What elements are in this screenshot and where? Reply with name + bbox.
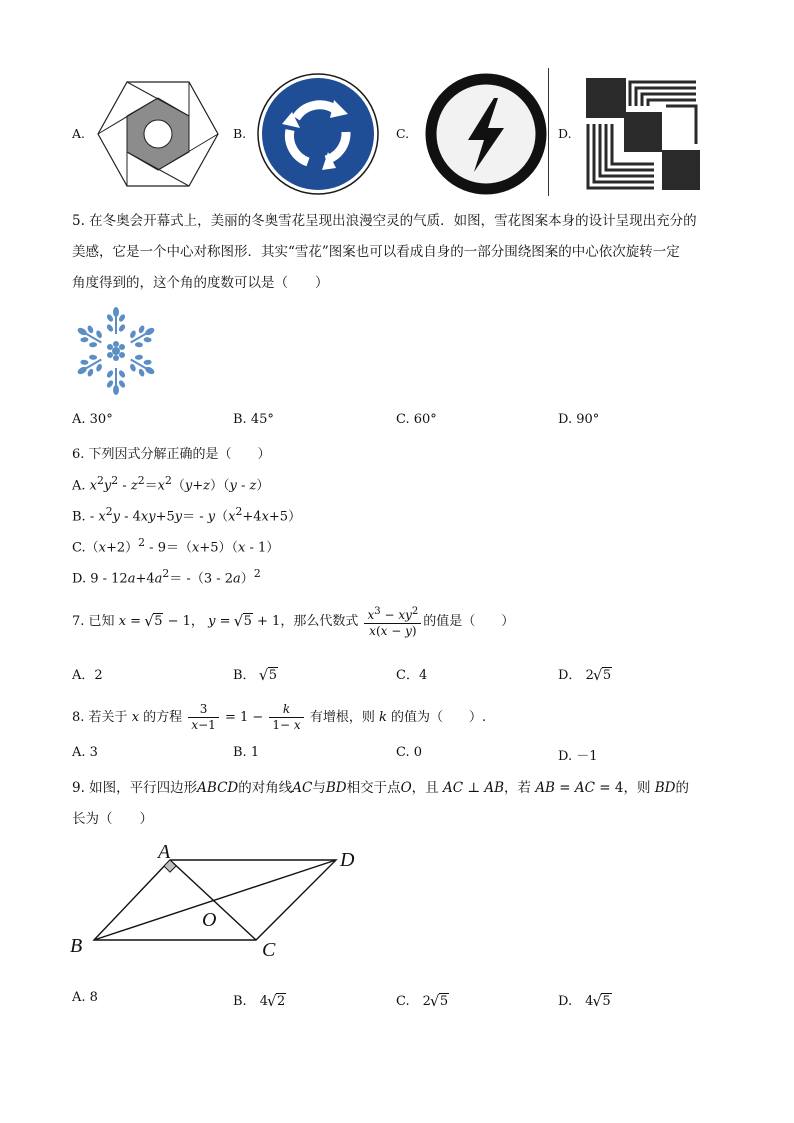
- q8-option-a: A. 3: [72, 745, 98, 760]
- q9-label-b: B: [70, 935, 83, 957]
- q4-option-b-label: B.: [233, 126, 247, 141]
- q7-option-b: B． √ 5: [233, 664, 278, 683]
- q7-option-c: C．4: [396, 668, 428, 683]
- q9-label-o: O: [202, 909, 217, 931]
- q4-figure-b-roundabout-sign: [256, 72, 380, 196]
- q9-option-b: B. 4√ 2: [233, 990, 286, 1009]
- q5-stem-line-1: 5. 在冬奥会开幕式上，美丽的冬奥雪花呈现出浪漫空灵的气质．如图，雪花图案本身的设计呈现出充分的: [72, 213, 697, 229]
- q4-option-a-label: A.: [72, 126, 86, 141]
- q4-option-c-label: C.: [396, 126, 410, 141]
- q9-option-a: A. 8: [72, 990, 98, 1005]
- q9-label-a: A: [158, 841, 171, 863]
- q9-label-c: C: [262, 939, 276, 961]
- q7-option-a: A．2: [72, 668, 103, 683]
- q6-option-a: A. $x^2y^2 - z^2=x^2(y+z)(y - z)$: [72, 474, 270, 494]
- q5-option-b: B. 45°: [233, 412, 274, 427]
- q8-option-d: D. －1: [558, 749, 598, 764]
- q5-stem-line-3: 角度得到的，这个角的度数可以是（ ）: [72, 275, 329, 291]
- q6-option-b: B. - $x^2y - 4xy+5y= - y(x^2+4x+5)$: [72, 505, 302, 525]
- q8-option-c: C. 0: [396, 745, 423, 760]
- q8-option-b: B. 1: [233, 745, 260, 760]
- q9-stem-line-1: 9. 如图，平行四边形ABCD的对角线AC与BD相交于点O，且 AC ⊥ AB，若 AB = AC = 4，则 BD的: [72, 780, 690, 796]
- q5-stem-line-2: 美感，它是一个中心对称图形．其实“雪花”图案也可以看成自身的一部分围绕图案的中心依次旋转一定: [72, 244, 680, 260]
- q7-stem: 7. 已知 x = √ 5 − 1， y = √ 5 + 1，那么代数式 $\frac{x^3 - xy^2}{x(x - y)}$ 的值是（ ）: [72, 604, 514, 639]
- q4-figure-c-lightning-sign: [424, 72, 548, 196]
- q6-option-d: D. $9 - 12a+4a^2= -(3 - 2a)^2$: [72, 567, 261, 587]
- q5-option-d: D. 90°: [558, 412, 600, 427]
- q9-option-d: D. 4√ 5: [558, 990, 612, 1009]
- q9-stem-line-2: 长为（ ）: [72, 811, 153, 827]
- q6-stem: 6. 下列因式分解正确的是（ ）: [72, 447, 271, 462]
- q4-figure-a-hexagon: [96, 80, 220, 188]
- q5-snowflake-figure: [72, 306, 160, 396]
- q4-option-d-label: D.: [558, 126, 572, 141]
- q7-option-d: D． 2√ 5: [558, 664, 612, 683]
- q4-figure-d-squares-pattern: [584, 74, 702, 194]
- q8-stem: 8. 若关于 x 的方程 $\frac{3}{x-1}$ = 1 − $\frac{k}{1- x}$ 有增根，则 k 的值为（ ）.: [72, 702, 487, 732]
- q5-option-a: A. 30°: [72, 412, 113, 427]
- q4-divider-line: [548, 68, 549, 196]
- q9-label-d: D: [340, 849, 355, 871]
- q9-parallelogram-figure: [66, 838, 366, 962]
- q6-option-c: $C.(x+2)^2 - 9=(x+5)(x - 1)$: [72, 536, 280, 556]
- q5-option-c: C. 60°: [396, 412, 437, 427]
- q9-option-c: C. 2√ 5: [396, 990, 449, 1009]
